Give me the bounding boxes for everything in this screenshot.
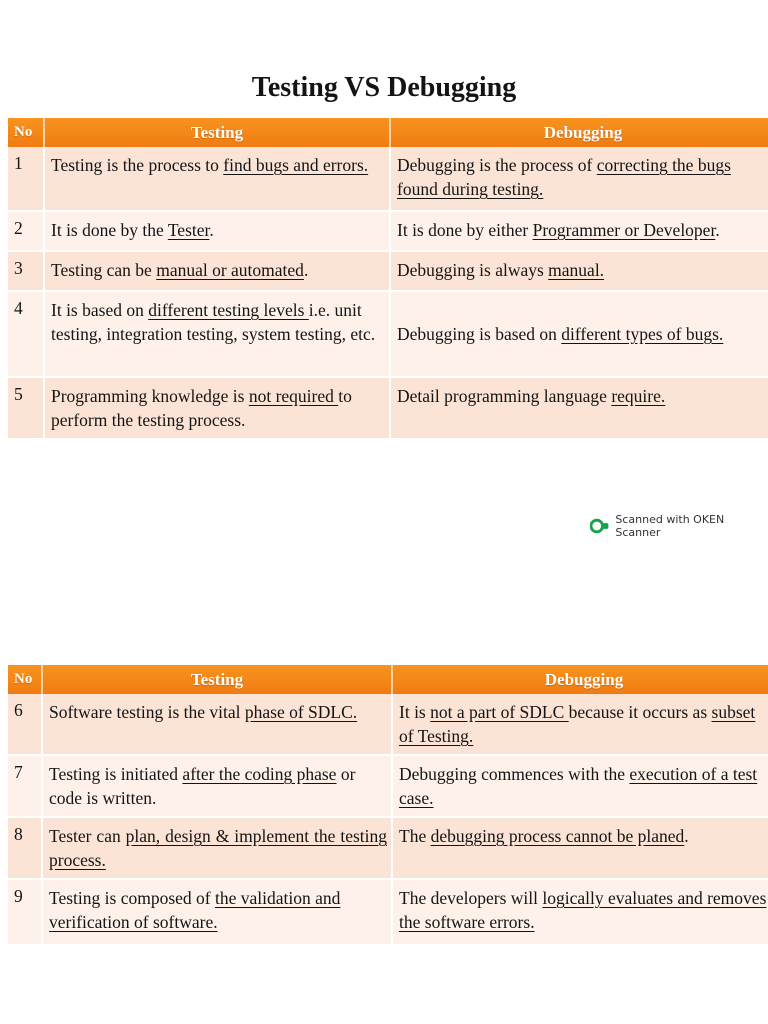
testing-cell bbox=[44, 211, 390, 251]
row-number: 3 bbox=[8, 251, 44, 291]
table-row bbox=[8, 251, 768, 291]
cell-text: Tester can bbox=[49, 826, 126, 846]
cell-text: Programming knowledge is bbox=[51, 386, 249, 406]
cell-text: . bbox=[715, 220, 720, 240]
header-testing: Testing bbox=[44, 118, 390, 147]
table-row bbox=[8, 879, 768, 945]
cell-text: It is bbox=[399, 702, 431, 722]
cell-text: Debugging is the process of bbox=[397, 155, 597, 175]
underlined-text: require. bbox=[611, 386, 666, 406]
table-row bbox=[8, 291, 768, 377]
cell-text: It is done by the bbox=[51, 220, 168, 240]
underlined-text: after the coding phase bbox=[182, 764, 337, 784]
testing-cell bbox=[42, 694, 392, 755]
table-row bbox=[8, 147, 768, 211]
cell-text: Debugging is based on bbox=[397, 324, 562, 344]
table-row bbox=[8, 377, 768, 439]
underlined-text: find bugs and errors. bbox=[223, 155, 369, 175]
cell-text: i.e. unit testing, integration testing, system testing, etc. bbox=[51, 300, 376, 344]
debugging-cell bbox=[392, 755, 768, 817]
underlined-text: debugging process cannot be planed bbox=[430, 826, 685, 846]
testing-cell bbox=[44, 291, 390, 377]
table-row bbox=[8, 694, 768, 755]
debugging-cell bbox=[390, 147, 768, 211]
debugging-cell bbox=[392, 879, 768, 945]
testing-cell bbox=[44, 251, 390, 291]
underlined-text: phase of SDLC. bbox=[244, 702, 358, 722]
watermark-text: Scanned with OKEN Scanner bbox=[615, 513, 725, 539]
underlined-text: Programmer or Developer bbox=[532, 220, 716, 240]
underlined-text: not required bbox=[248, 386, 339, 406]
comparison-table-2 bbox=[8, 665, 768, 946]
cell-text: Testing is initiated bbox=[49, 764, 183, 784]
row-number: 1 bbox=[8, 147, 44, 211]
header-no: No bbox=[8, 665, 42, 694]
debugging-cell bbox=[392, 817, 768, 879]
debugging-cell bbox=[390, 377, 768, 439]
comparison-table-1 bbox=[8, 118, 768, 440]
cell-text: Detail programming language bbox=[397, 386, 612, 406]
underlined-text: execution of a test case. bbox=[399, 764, 758, 808]
testing-cell bbox=[44, 377, 390, 439]
header-debugging: Debugging bbox=[392, 665, 768, 694]
cell-text: Debugging is always bbox=[397, 260, 549, 280]
cell-text: or code is written. bbox=[49, 764, 356, 808]
row-number: 4 bbox=[8, 291, 44, 377]
cell-text: The bbox=[399, 826, 431, 846]
row-number: 8 bbox=[8, 817, 42, 879]
cell-text: . bbox=[209, 220, 214, 240]
testing-cell bbox=[42, 817, 392, 879]
header-debugging: Debugging bbox=[390, 118, 768, 147]
header-no: No bbox=[8, 118, 44, 147]
row-number: 7 bbox=[8, 755, 42, 817]
underlined-text: logically evaluates and removes the software errors. bbox=[399, 888, 767, 932]
header-testing: Testing bbox=[42, 665, 392, 694]
debugging-cell bbox=[392, 694, 768, 755]
debugging-cell bbox=[390, 211, 768, 251]
cell-text: The developers will bbox=[399, 888, 543, 908]
row-number: 2 bbox=[8, 211, 44, 251]
cell-text: Debugging commences with the bbox=[399, 764, 630, 784]
table-row bbox=[8, 211, 768, 251]
row-number: 6 bbox=[8, 694, 42, 755]
row-number: 9 bbox=[8, 879, 42, 945]
table-row bbox=[8, 755, 768, 817]
underlined-text: correcting the bugs found during testing. bbox=[397, 155, 731, 199]
testing-cell bbox=[42, 879, 392, 945]
table-header-row bbox=[8, 665, 768, 694]
cell-text: . bbox=[303, 260, 309, 280]
cell-text: to perform the testing process. bbox=[51, 386, 352, 430]
debugging-cell bbox=[390, 251, 768, 291]
underlined-text: manual or automated bbox=[156, 260, 304, 280]
underlined-text: Tester bbox=[167, 220, 210, 240]
underlined-text: subset of Testing. bbox=[399, 702, 756, 746]
cell-text: Testing is the process to bbox=[51, 155, 224, 175]
testing-cell bbox=[44, 147, 390, 211]
testing-cell bbox=[42, 755, 392, 817]
cell-text: It is based on bbox=[51, 300, 149, 320]
table-row bbox=[8, 817, 768, 879]
underlined-text: the validation and verification of software. bbox=[49, 888, 341, 932]
cell-text: . bbox=[684, 826, 689, 846]
scanner-watermark bbox=[590, 513, 768, 539]
table-header-row bbox=[8, 118, 768, 147]
cell-text: because it occurs as bbox=[568, 702, 712, 722]
cell-text: Testing can be bbox=[51, 260, 157, 280]
underlined-text: not a part of SDLC bbox=[430, 702, 569, 722]
oken-scanner-logo-icon bbox=[590, 518, 609, 534]
page-title: Testing VS Debugging bbox=[251, 72, 517, 103]
underlined-text: different types of bugs. bbox=[561, 324, 724, 344]
underlined-text: plan, design & implement the testing process. bbox=[49, 826, 387, 870]
underlined-text: different testing levels bbox=[148, 300, 309, 320]
cell-text: Testing is composed of bbox=[49, 888, 215, 908]
cell-text: It is done by either bbox=[397, 220, 533, 240]
underlined-text: manual. bbox=[548, 260, 605, 280]
row-number: 5 bbox=[8, 377, 44, 439]
cell-text: Software testing is the vital bbox=[49, 702, 245, 722]
debugging-cell bbox=[390, 291, 768, 377]
